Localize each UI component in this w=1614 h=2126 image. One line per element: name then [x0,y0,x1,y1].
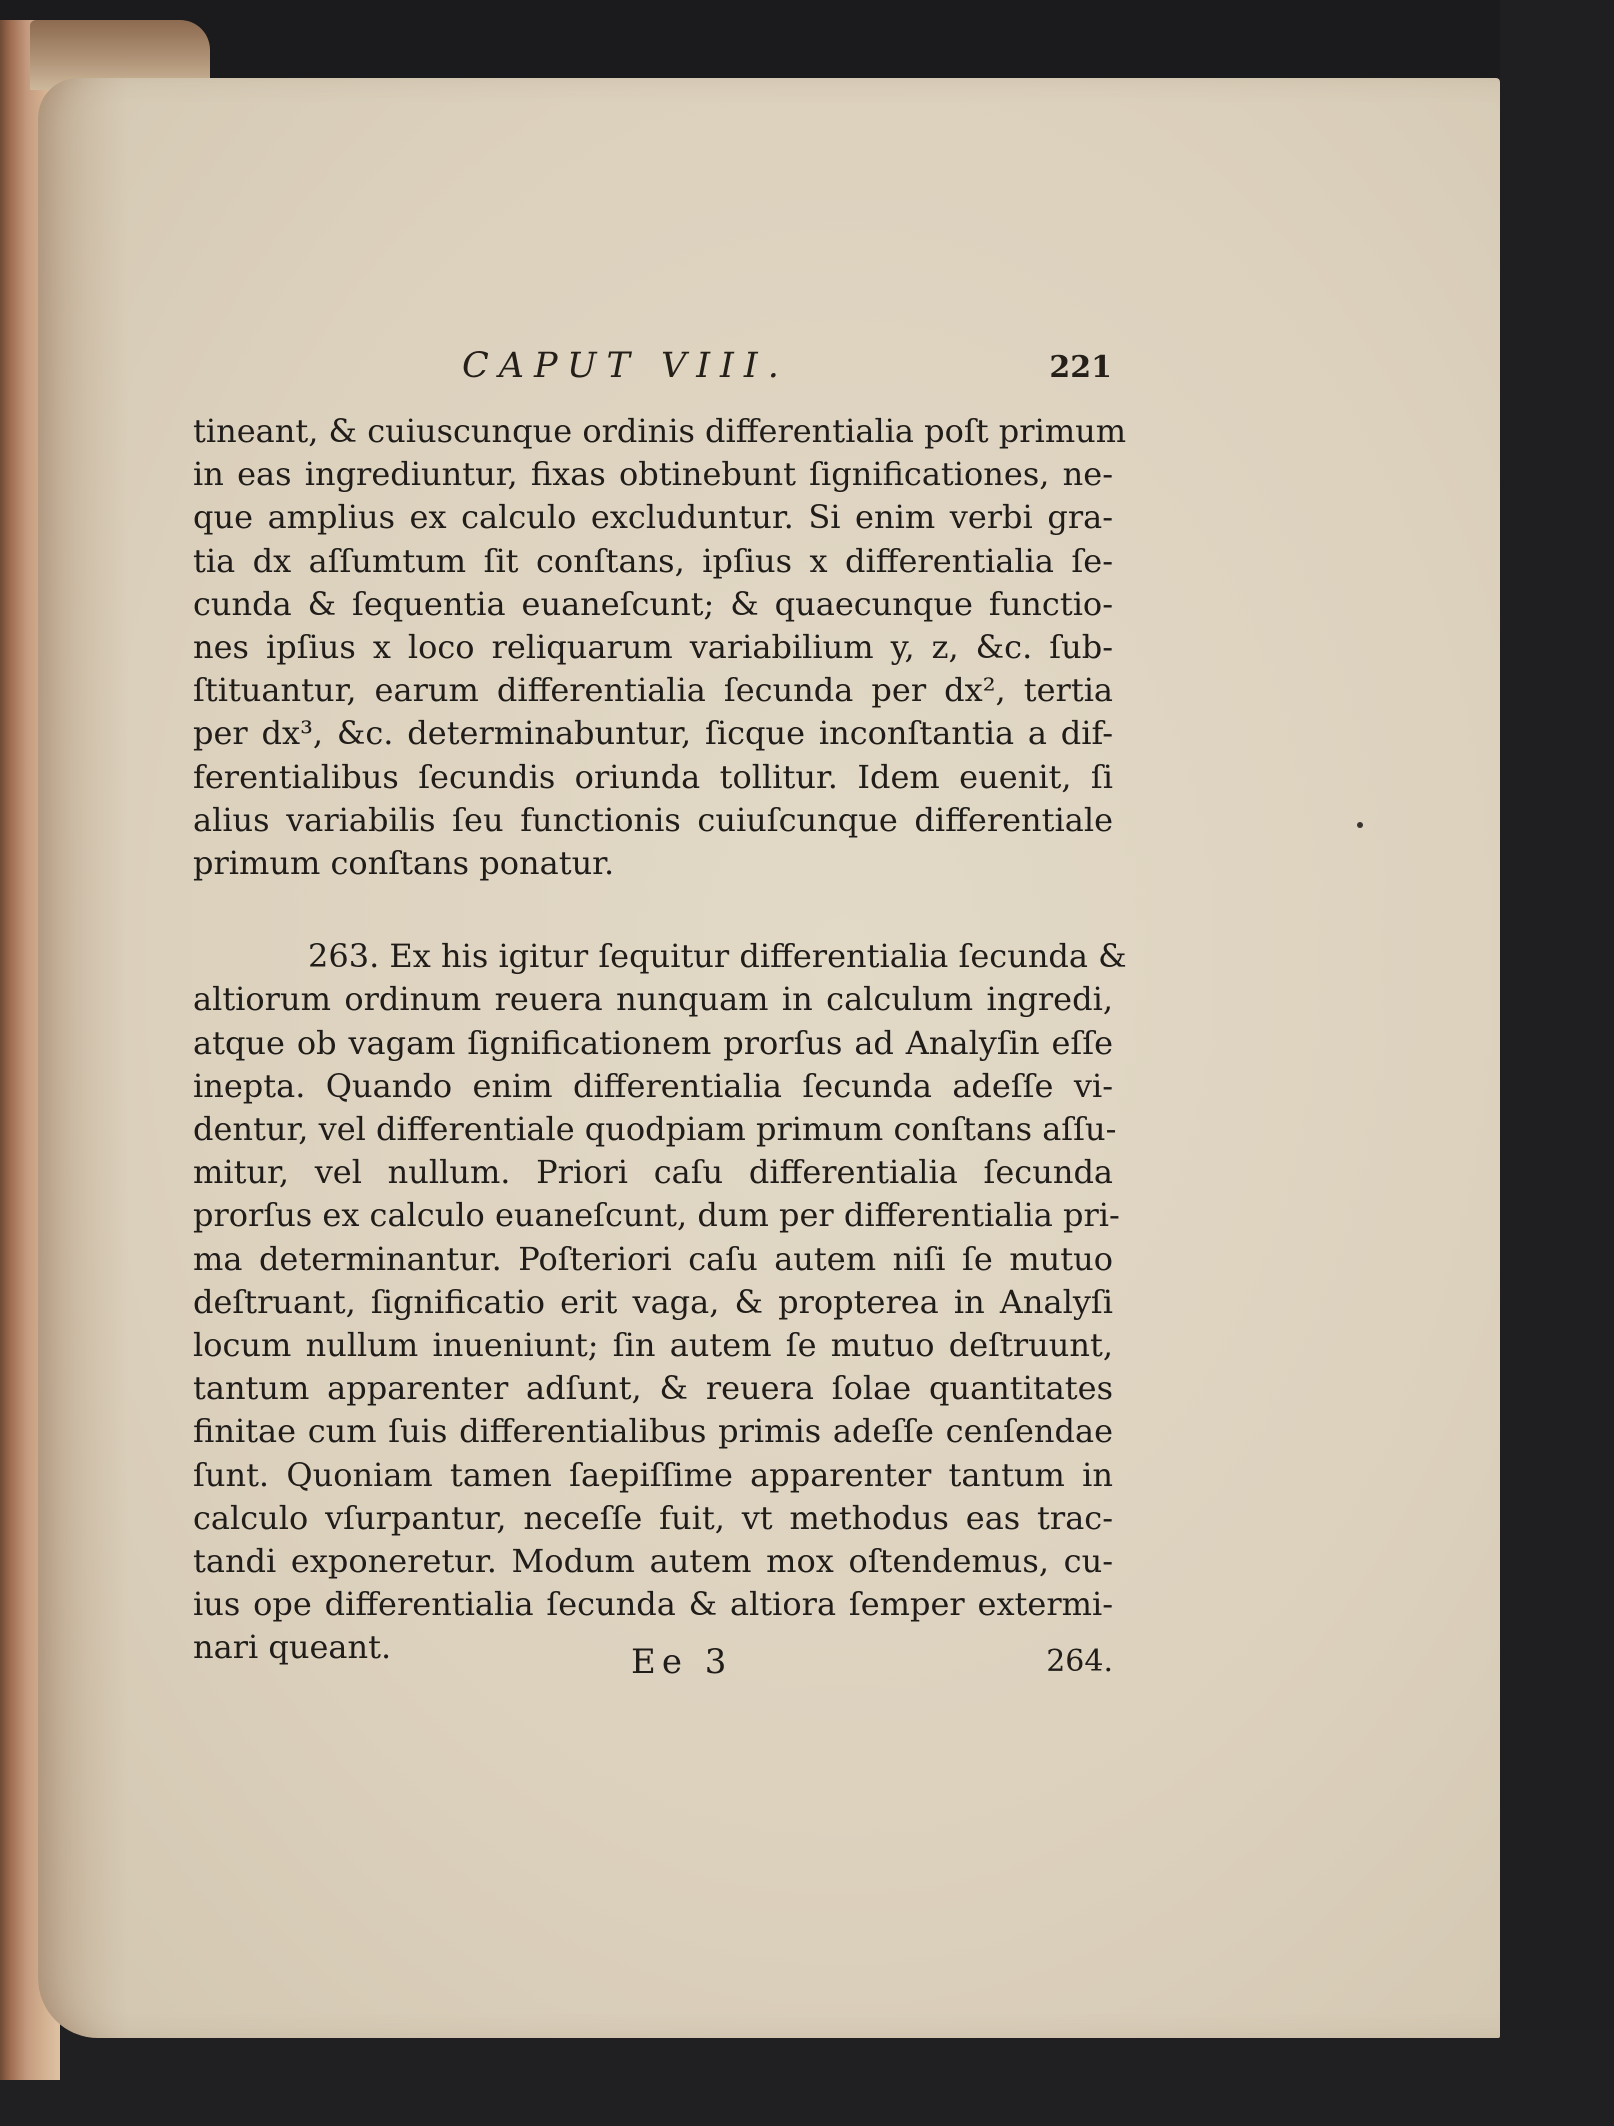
text-line: ſunt. Quoniam tamen ſaepiſſime apparenter tantum in [193,1455,1113,1494]
scan-backdrop-right [1500,0,1614,2126]
text-line: inepta. Quando enim differentialia ſecunda adeſſe vi- [193,1066,1113,1105]
text-line: dentur, vel differentiale quodpiam primum conſtans aſſu- [193,1110,1117,1149]
text-line: nari queant. [193,1628,392,1667]
text-line: ſtituantur, earum differentialia ſecunda per dx², tertia [193,671,1113,710]
scan-backdrop-bottom [0,2030,1614,2126]
text-line: ferentialibus ſecundis oriunda tollitur. Idem euenit, ſi [193,757,1113,796]
text-line: in eas ingrediuntur, fixas obtinebunt ſignificationes, ne- [193,455,1113,494]
text-line: per dx³, &c. determinabuntur, ſicque inconſtantia a dif- [193,714,1113,753]
text-line: primum conſtans ponatur. [193,844,615,883]
text-line: nes ipſius x loco reliquarum variabilium y, z, &c. ſub- [193,628,1113,667]
text-line: tandi exponeretur. Modum autem mox oſtendemus, cu- [193,1542,1113,1581]
text-line: ius ope differentialia ſecunda & altiora ſemper extermi- [193,1585,1113,1624]
paper-speck [1357,822,1363,828]
running-title: CAPUT VIII. [462,346,789,386]
page-footer [193,1642,1113,1688]
page-gutter-shadow [38,78,128,2038]
text-line: tantum apparenter adſunt, & reuera ſolae quantitates [193,1369,1113,1408]
text-line: prorſus ex calculo euaneſcunt, dum per differentialia pri- [193,1196,1120,1235]
text-line: calculo vſurpantur, neceſſe fuit, vt methodus eas trac- [193,1498,1113,1537]
text-line: locum nullum inueniunt; ſin autem ſe mutuo deſtruunt, [193,1326,1113,1365]
text-line: 263. Ex his igitur ſequitur differentialia ſecunda & [308,937,1127,976]
running-head [462,346,1112,392]
text-line: tineant, & cuiuscunque ordinis differentialia poſt primum [193,412,1127,450]
text-line: ma determinantur. Poſteriori caſu autem niſi ſe mutuo [193,1239,1113,1278]
text-line: finitae cum ſuis differentialibus primis adeſſe cenſendae [193,1412,1113,1451]
body-text [193,410,1127,1670]
paragraph-2 [193,935,1127,1669]
paragraph-gap [193,885,1113,935]
signature-mark: Ee 3 [631,1642,733,1682]
text-line: alius variabilis ſeu functionis cuiuſcunque differentiale [193,800,1113,839]
text-line: que amplius ex calculo excluduntur. Si enim verbi gra- [193,498,1113,537]
page-number: 221 [1049,350,1112,385]
text-line: atque ob vagam ſignificationem prorſus ad Analyſin eſſe [193,1023,1113,1062]
text-line: mitur, vel nullum. Priori caſu differentialia ſecunda [193,1153,1113,1192]
text-line: deſtruant, ſignificatio erit vaga, & propterea in Analyſi [193,1282,1113,1321]
paragraph-1 [193,410,1127,885]
catchword: 264. [1046,1644,1113,1679]
text-line: altiorum ordinum reuera nunquam in calculum ingredi, [193,980,1113,1019]
text-line: tia dx aſſumtum ſit conſtans, ipſius x differentialia ſe- [193,541,1113,580]
text-line: cunda & ſequentia euaneſcunt; & quaecunque functio- [193,584,1113,623]
